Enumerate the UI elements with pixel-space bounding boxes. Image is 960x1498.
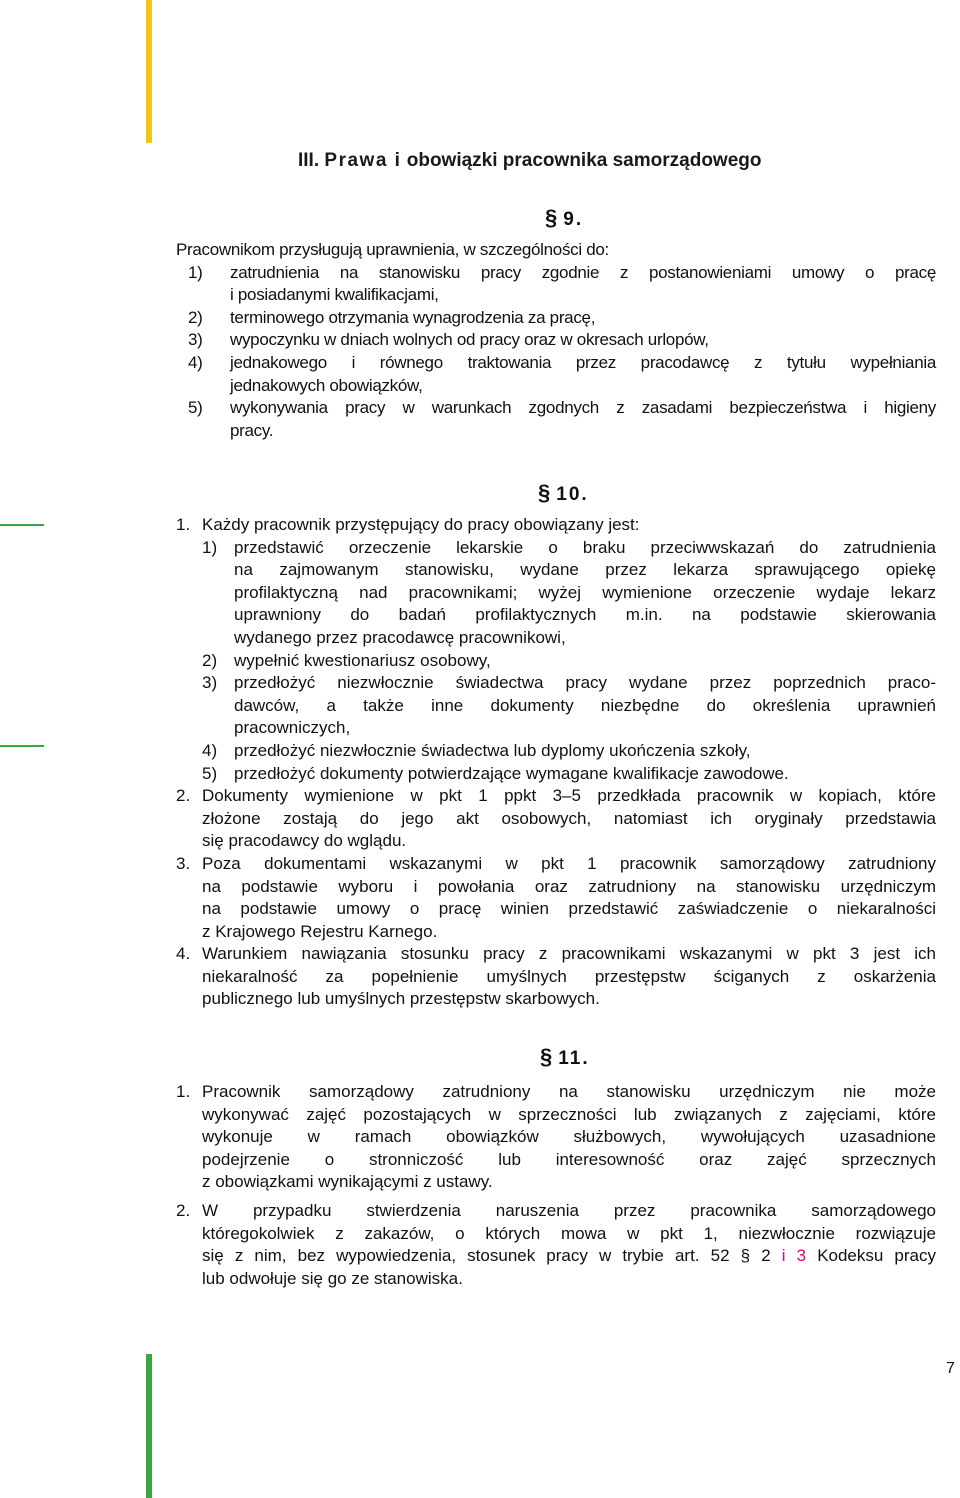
point-number: 1.	[176, 515, 191, 534]
text-line: przedstawić orzeczenie lekarskie o braku przeciwwskazań do zatrudnienia	[234, 537, 936, 557]
bottom-accent-bar	[146, 1354, 152, 1498]
item-number: 5)	[202, 763, 218, 783]
chapter-rest: obowiązki pracownika samorządowego	[406, 150, 762, 171]
s10-p1-intro: Każdy pracownik przystępujący do pracy obowiązany jest:	[202, 515, 640, 534]
section-9-heading	[545, 205, 583, 231]
item-number: 1)	[188, 262, 203, 282]
text-line: wykonywać zajęć pozostających w sprzeczności lub związanych z zajęciami, które	[202, 1104, 936, 1124]
list-item	[202, 537, 936, 650]
paragraph-mark: §	[538, 480, 553, 505]
text-line: jednakowego i równego traktowania przez pracodawcę z tytułu wypełniania	[230, 352, 936, 372]
list-item	[188, 397, 936, 442]
item-number: 3)	[202, 673, 218, 693]
s10-point-3	[176, 853, 936, 943]
list-item	[202, 763, 936, 786]
chapter-title	[298, 150, 761, 172]
article-reference-text: się z nim, bez wypowiedzenia, stosunek pracy w trybie art. 52	[202, 1246, 730, 1266]
text-line: W przypadku stwierdzenia naruszenia przez pracownika samorządowego	[202, 1200, 936, 1220]
list-item	[188, 307, 936, 330]
section-number: 9.	[563, 209, 584, 230]
text-line: przedłożyć niezwłocznie świadectwa lub dyplomy ukończenia szkoły,	[234, 740, 751, 760]
item-number: 1)	[202, 537, 218, 557]
section-10-body	[176, 514, 936, 1011]
item-text	[230, 329, 936, 352]
point-number: 2.	[176, 786, 191, 806]
text-line: złożone zostają do jego akt osobowych, natomiast ich oryginały przedstawia	[202, 808, 936, 828]
s11-point-2	[176, 1200, 936, 1290]
section-9-body	[176, 239, 936, 442]
text-line: publicznego lub umyślnych przestępstw skarbowych.	[202, 989, 600, 1009]
margin-rule-1	[0, 524, 44, 526]
item-number: 2)	[188, 307, 203, 327]
item-number: 4)	[188, 352, 203, 372]
chapter-roman: III.	[298, 150, 320, 171]
text-line: na zajmowanym stanowisku, wydane przez lekarza sprawującego opiekę	[234, 560, 936, 580]
text-line: na podstawie wyboru i powołania oraz zatrudniony na stanowisku urzędniczym	[202, 876, 936, 896]
s11-p2-text	[202, 1200, 936, 1290]
s10-p3-text	[202, 853, 936, 943]
text-line: jednakowych obowiązków,	[230, 375, 423, 395]
list-item	[202, 650, 936, 673]
text-line: się pracodawcy do wglądu.	[202, 831, 407, 851]
text-line: lub odwołuje się go ze stanowiska.	[202, 1268, 463, 1288]
item-text	[234, 763, 936, 786]
point-number: 1.	[176, 1082, 191, 1101]
text-line: któregokolwiek z zakazów, o których mowa w pkt 1, niezwłocznie rozwiązuje	[202, 1223, 936, 1243]
text-line: wykonywania pracy w warunkach zgodnych z zasadami bezpieczeństwa i higieny	[230, 398, 936, 418]
point-number: 3.	[176, 853, 191, 873]
section-11-heading	[540, 1044, 590, 1070]
text-line: zatrudnienia na stanowisku pracy zgodnie z postanowieniami umowy o pracę	[230, 262, 936, 282]
s10-p4-text	[202, 943, 936, 1011]
text-line: profilaktyczną nad pracownikami; wyżej wymienione orzeczenie wydaje lekarz	[234, 582, 936, 602]
code-name: Kodeksu pracy	[817, 1246, 936, 1266]
item-number: 3)	[188, 330, 203, 350]
text-line-with-reference	[202, 1245, 936, 1268]
text-line: wykonuje w ramach obowiązków służbowych, wywołujących uzasadnione	[202, 1127, 936, 1147]
text-line: na podstawie umowy o pracę winien przedstawić zaświadczenie o niekaralności	[202, 899, 936, 919]
point-number: 4.	[176, 944, 191, 964]
s10-p2-text	[202, 785, 936, 853]
list-item	[188, 329, 936, 352]
s11-point-1	[176, 1081, 936, 1194]
item-text	[234, 537, 936, 650]
text-line: podejrzenie o stronniczość lub interesowność oraz zajęć sprzecznych	[202, 1149, 936, 1169]
list-item	[188, 352, 936, 397]
text-line: Dokumenty wymienione w pkt 1 ppkt 3–5 przedkłada pracownik w kopiach, które	[202, 786, 936, 806]
paragraph-mark: §	[545, 205, 560, 230]
chapter-prawa: Prawa i	[324, 150, 402, 171]
text-line: pracowniczych,	[234, 718, 351, 738]
section-10-heading	[538, 480, 589, 506]
text-line: wypoczynku w dniach wolnych od pracy oraz w okresach urlopów,	[230, 330, 709, 350]
paragraph-ref-3-link[interactable]: 3	[796, 1246, 807, 1266]
paragraph-ref-2: 2	[761, 1246, 771, 1266]
item-text	[230, 352, 936, 397]
text-line: pracy.	[230, 420, 274, 440]
section-number: 10.	[556, 484, 589, 505]
text-line: uprawniony do badań profilaktycznych m.in. na podstawie skierowania	[234, 605, 936, 625]
paragraph-mark: §	[540, 1044, 555, 1069]
margin-rule-2	[0, 745, 44, 747]
text-line: z Krajowego Rejestru Karnego.	[202, 921, 438, 941]
section-number: 11.	[558, 1048, 590, 1069]
item-text	[234, 740, 936, 763]
paragraph-mark: §	[740, 1246, 751, 1266]
text-line: przedłożyć niezwłocznie świadectwa pracy wydane przez poprzednich praco-	[234, 673, 936, 693]
text-line: wypełnić kwestionariusz osobowy,	[234, 650, 491, 670]
top-accent-bar	[146, 0, 152, 143]
s10-point-4	[176, 943, 936, 1011]
list-item	[188, 262, 936, 307]
item-text	[230, 397, 936, 442]
text-line: wydanego przez pracodawcę pracownikowi,	[234, 627, 566, 647]
section-9-list	[176, 262, 936, 443]
text-line: Poza dokumentami wskazanymi w pkt 1 pracownik samorządowy zatrudniony	[202, 853, 936, 873]
text-line: dawców, a także inne dokumenty niezbędne do określenia uprawnień	[234, 695, 936, 715]
text-line: przedłożyć dokumenty potwierdzające wymagane kwalifikacje zawodowe.	[234, 763, 789, 783]
s10-point-1	[176, 514, 936, 537]
text-line: niekaralność za popełnienie umyślnych przestępstw ściganych z oskarżenia	[202, 966, 936, 986]
list-item	[202, 740, 936, 763]
point-number: 2.	[176, 1200, 191, 1220]
item-text	[230, 307, 936, 330]
section-9-intro: Pracownikom przysługują uprawnienia, w szczególności do:	[176, 240, 609, 259]
text-line: Pracownik samorządowy zatrudniony na stanowisku urzędniczym nie może	[202, 1082, 936, 1101]
conjunction-link[interactable]: i	[781, 1246, 786, 1266]
s10-point-2	[176, 785, 936, 853]
text-line: terminowego otrzymania wynagrodzenia za pracę,	[230, 307, 596, 327]
page-number: 7	[946, 1360, 955, 1377]
text-line: i posiadanymi kwalifikacjami,	[230, 285, 439, 305]
section-10-list	[176, 537, 936, 786]
item-text	[230, 262, 936, 307]
list-item	[202, 672, 936, 740]
item-number: 4)	[202, 740, 218, 760]
section-11-body	[176, 1081, 936, 1290]
text-line: Warunkiem nawiązania stosunku pracy z pracownikami wskazanymi w pkt 3 jest ich	[202, 944, 936, 964]
text-line: z obowiązkami wynikającymi z ustawy.	[202, 1172, 493, 1192]
item-text	[234, 650, 936, 673]
item-number: 2)	[202, 650, 218, 670]
item-text	[234, 672, 936, 740]
s11-p1-text	[202, 1081, 936, 1194]
item-number: 5)	[188, 398, 203, 418]
